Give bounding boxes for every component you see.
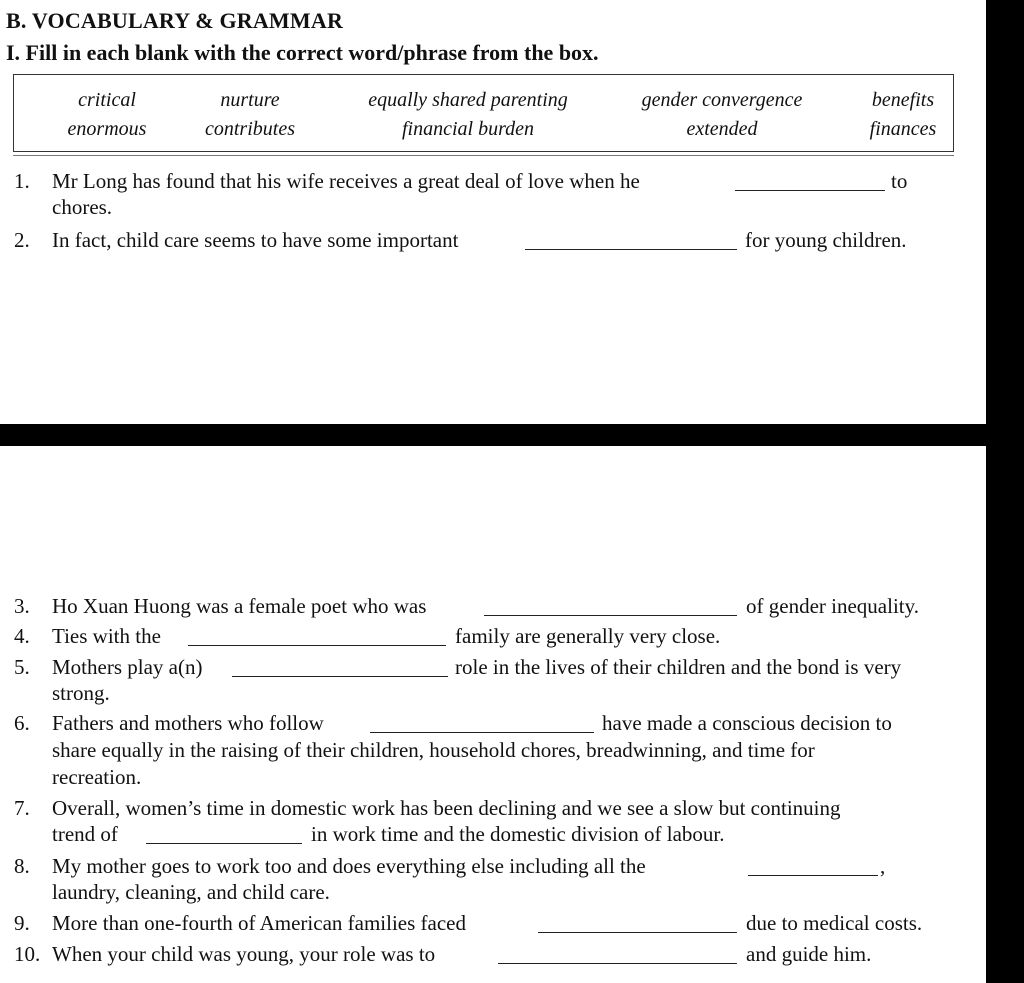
worksheet-page-top <box>0 0 986 424</box>
answer-blank[interactable] <box>748 875 878 876</box>
question-text: Overall, women’s time in domestic work has been declining and we see a slow but continuing <box>52 796 841 820</box>
question-text: chores. <box>52 195 113 219</box>
question-text: recreation. <box>52 765 142 789</box>
answer-blank[interactable] <box>735 190 885 191</box>
question-text: , <box>880 854 886 878</box>
answer-blank[interactable] <box>538 932 737 933</box>
question-text: for young children. <box>745 228 907 252</box>
worksheet-page-bottom <box>0 446 986 983</box>
question-number: 5. <box>14 655 30 679</box>
question-text: due to medical costs. <box>746 911 923 935</box>
word-box-item: nurture <box>220 89 280 111</box>
answer-blank[interactable] <box>498 963 737 964</box>
word-box-item: extended <box>686 118 758 140</box>
question-number: 1. <box>14 169 30 193</box>
answer-blank[interactable] <box>232 676 448 677</box>
word-box-item: finances <box>869 118 937 140</box>
question-text: trend of <box>52 822 118 846</box>
word-box-item: contributes <box>205 118 295 140</box>
question-text: of gender inequality. <box>746 594 919 618</box>
answer-blank[interactable] <box>370 732 594 733</box>
question-text: have made a conscious decision to <box>602 711 892 735</box>
question-text: to <box>891 169 908 193</box>
word-box-item: equally shared parenting <box>368 89 568 111</box>
question-number: 7. <box>14 796 30 820</box>
question-text: and guide him. <box>746 942 872 966</box>
question-number: 4. <box>14 624 30 648</box>
question-text: More than one-fourth of American families faced <box>52 911 467 935</box>
word-box-item: critical <box>78 89 136 111</box>
word-box-item: benefits <box>871 89 935 111</box>
question-text: role in the lives of their children and the bond is very <box>455 655 902 679</box>
divider <box>13 155 954 156</box>
question-text: strong. <box>52 681 110 705</box>
section-title: B. VOCABULARY & GRAMMAR <box>6 8 344 33</box>
question-text: family are generally very close. <box>455 624 721 648</box>
question-number: 3. <box>14 594 30 618</box>
word-box-item: gender convergence <box>641 89 803 111</box>
word-box-item: financial burden <box>401 118 535 140</box>
question-text: share equally in the raising of their children, household chores, breadwinning, and time for <box>52 738 815 762</box>
answer-blank[interactable] <box>484 615 737 616</box>
answer-blank[interactable] <box>146 843 302 844</box>
question-number: 10. <box>14 942 41 966</box>
question-text: in work time and the domestic division of labour. <box>311 822 725 846</box>
question-text: Fathers and mothers who follow <box>52 711 324 735</box>
question-number: 6. <box>14 711 30 735</box>
word-box <box>13 74 954 152</box>
question-text: laundry, cleaning, and child care. <box>52 880 330 904</box>
question-text: Mr Long has found that his wife receives a great deal of love when he <box>52 169 640 193</box>
question-text: Ties with the <box>52 624 161 648</box>
question-number: 8. <box>14 854 30 878</box>
question-text: Mothers play a(n) <box>52 655 203 679</box>
answer-blank[interactable] <box>525 249 737 250</box>
question-text: In fact, child care seems to have some important <box>52 228 459 252</box>
question-number: 9. <box>14 911 30 935</box>
answer-blank[interactable] <box>188 645 446 646</box>
question-number: 2. <box>14 228 30 252</box>
question-text: My mother goes to work too and does everything else including all the <box>52 854 646 878</box>
question-text: When your child was young, your role was to <box>52 942 436 966</box>
question-text: Ho Xuan Huong was a female poet who was <box>52 594 427 618</box>
word-box-item: enormous <box>67 118 147 140</box>
instruction: I. Fill in each blank with the correct word/phrase from the box. <box>6 40 599 65</box>
